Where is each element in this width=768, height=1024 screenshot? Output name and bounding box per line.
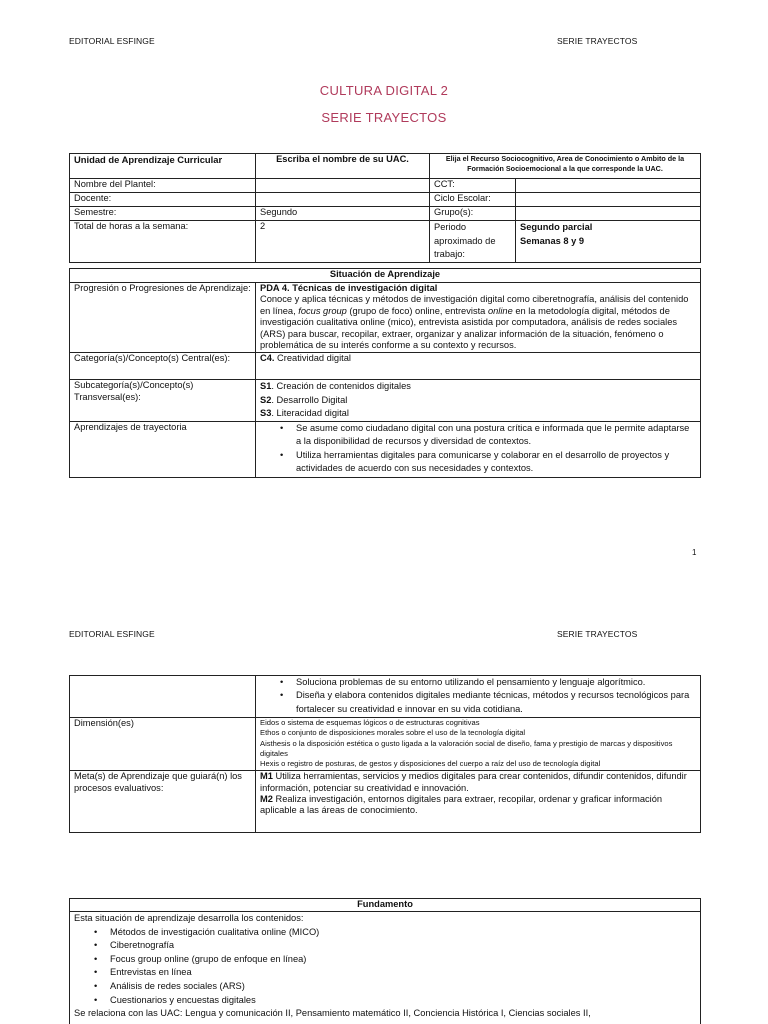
periodo-label: Periodo aproximado de trabajo:	[430, 221, 516, 263]
categoria-label: Categoría(s)/Concepto(s) Central(es):	[70, 353, 256, 380]
docente-label: Docente:	[70, 193, 256, 207]
aprendizajes-value	[256, 421, 701, 477]
progresion-value	[256, 283, 701, 353]
fundamento-intro: Esta situación de aprendizaje desarrolla los contenidos:	[74, 913, 304, 923]
ciclo-label: Ciclo Escolar:	[430, 193, 516, 207]
subcategoria-value: S1. Creación de contenidos digitales S2. Desarrollo Digital S3. Literacidad digital	[256, 380, 701, 421]
uac-header: Unidad de Aprendizaje Curricular	[70, 154, 256, 179]
fundamento-header: Fundamento	[70, 899, 701, 912]
info-table	[69, 153, 701, 263]
list-item: • Diseña y elabora contenidos digitales mediante técnicas, métodos y recursos tecnológicos para fortalecer su creatividad e innovar en su vida cotidiana.	[296, 689, 696, 716]
header-publisher: EDITORIAL ESFINGE	[69, 629, 155, 639]
semestre-label: Semestre:	[70, 207, 256, 221]
list-item: • Métodos de investigación cualitativa online (MICO)	[110, 926, 696, 940]
periodo-value-parcial: Segundo parcial	[520, 222, 593, 232]
header-series: SERIE TRAYECTOS	[557, 36, 638, 46]
horas-label: Total de horas a la semana:	[70, 221, 256, 263]
list-item: • Soluciona problemas de su entorno utilizando el pensamiento y lenguaje algorítmico.	[296, 676, 696, 689]
pda-title: PDA 4. Técnicas de investigación digital	[260, 283, 438, 293]
plantel-label: Nombre del Plantel:	[70, 179, 256, 193]
meta-value: M1 Utiliza herramientas, servicios y medios digitales para crear contenidos, difundir contenidos, difundir información, potenciar su creatividad e innovación. M2 Realiza investigación, entornos digitales para extraer, recopilar, ordenar y graficar información aplicable a las áreas de conocimiento.	[256, 771, 701, 833]
aprendizajes-label: Aprendizajes de trayectoria	[70, 421, 256, 477]
progresion-label: Progresión o Progresiones de Aprendizaje:	[70, 283, 256, 353]
dimension-line: Ethos o conjunto de disposiciones morales sobre el uso de la tecnología digital	[260, 728, 526, 738]
situacion-header: Situación de Aprendizaje	[70, 269, 701, 283]
list-item: • Análisis de redes sociales (ARS)	[110, 980, 696, 994]
list-item: • Entrevistas en línea	[110, 966, 696, 980]
subcategoria-label: Subcategoría(s)/Concepto(s) Transversal(es):	[70, 380, 256, 421]
page-number: 1	[692, 548, 697, 557]
list-item: • Ciberetnografía	[110, 939, 696, 953]
dimension-value	[256, 718, 701, 771]
continuation-value	[256, 676, 701, 718]
pda-text: Conoce y aplica técnicas y métodos de investigación digital como ciberetnografía, análisis del contenido en línea, focus group (grupo de foco) online, entrevista online en la metodología digital, métodos de investigación cualitativa online (mico), entrevista asistida por computadora, análisis de redes sociales (ARS) para buscar, recopilar, extraer, organizar y analizar información de la situación, fenómeno o problemática de su interés conforme a su contexto y recursos.	[260, 294, 689, 351]
aprendizajes-list	[260, 422, 696, 476]
meta-label: Meta(s) de Aprendizaje que guiará(n) los procesos evaluativos:	[70, 771, 256, 833]
fundamento-body	[70, 912, 701, 1024]
continuation-table	[69, 675, 701, 833]
dimension-line: Hexis o registro de posturas, de gestos y disposiciones del cuerpo a raíz del uso de tecnología digital	[260, 759, 601, 769]
periodo-value-semanas: Semanas 8 y 9	[520, 235, 585, 246]
categoria-value: C4. Creatividad digital	[256, 353, 701, 380]
recurso-header: Elija el Recurso Sociocognitivo, Area de Conocimiento o Ambito de la Formación Socioemocional a la que corresponde la UAC.	[430, 154, 701, 179]
cct-label: CCT:	[430, 179, 516, 193]
fundamento-list	[74, 926, 696, 1008]
periodo-value	[516, 221, 701, 263]
continuation-label	[70, 676, 256, 718]
fundamento-table	[69, 898, 701, 1024]
grupo-value[interactable]	[516, 207, 701, 221]
list-item: • Utiliza herramientas digitales para comunicarse y colaborar en el desarrollo de proyectos y actividades de acuerdo con sus necesidades y contextos.	[296, 449, 696, 476]
ciclo-value[interactable]	[516, 193, 701, 207]
header-publisher: EDITORIAL ESFINGE	[69, 36, 155, 46]
plantel-value[interactable]	[256, 179, 430, 193]
docente-value[interactable]	[256, 193, 430, 207]
document-subtitle: SERIE TRAYECTOS	[321, 110, 447, 125]
horas-value: 2	[256, 221, 430, 263]
document-title: CULTURA DIGITAL 2	[319, 83, 449, 98]
dimension-line: Aisthesis o la disposición estética o gusto ligada a la valoración social de diseño, fama y prestigio de marcas y dispositivos digitales	[260, 738, 673, 758]
grupo-label: Grupo(s):	[430, 207, 516, 221]
list-item: • Cuestionarios y encuestas digitales	[110, 994, 696, 1008]
list-item: • Focus group online (grupo de enfoque en línea)	[110, 953, 696, 967]
uac-name-header: Escriba el nombre de su UAC.	[256, 154, 430, 179]
aprendizajes-list-cont	[260, 676, 696, 716]
list-item: • Se asume como ciudadano digital con una postura crítica e informada que le permite adaptarse a la disponibilidad de recursos y diversidad de contextos.	[296, 422, 696, 449]
dimension-line: Eidos o sistema de esquemas lógicos o de estructuras cognitivas	[260, 718, 480, 728]
semestre-value: Segundo	[256, 207, 430, 221]
cct-value[interactable]	[516, 179, 701, 193]
header-series: SERIE TRAYECTOS	[557, 629, 638, 639]
situacion-table	[69, 268, 701, 478]
dimension-label: Dimensión(es)	[70, 718, 256, 771]
fundamento-relation: Se relaciona con las UAC: Lengua y comunicación II, Pensamiento matemático II, Conciencia Histórica I, Ciencias sociales II,	[74, 1008, 591, 1019]
